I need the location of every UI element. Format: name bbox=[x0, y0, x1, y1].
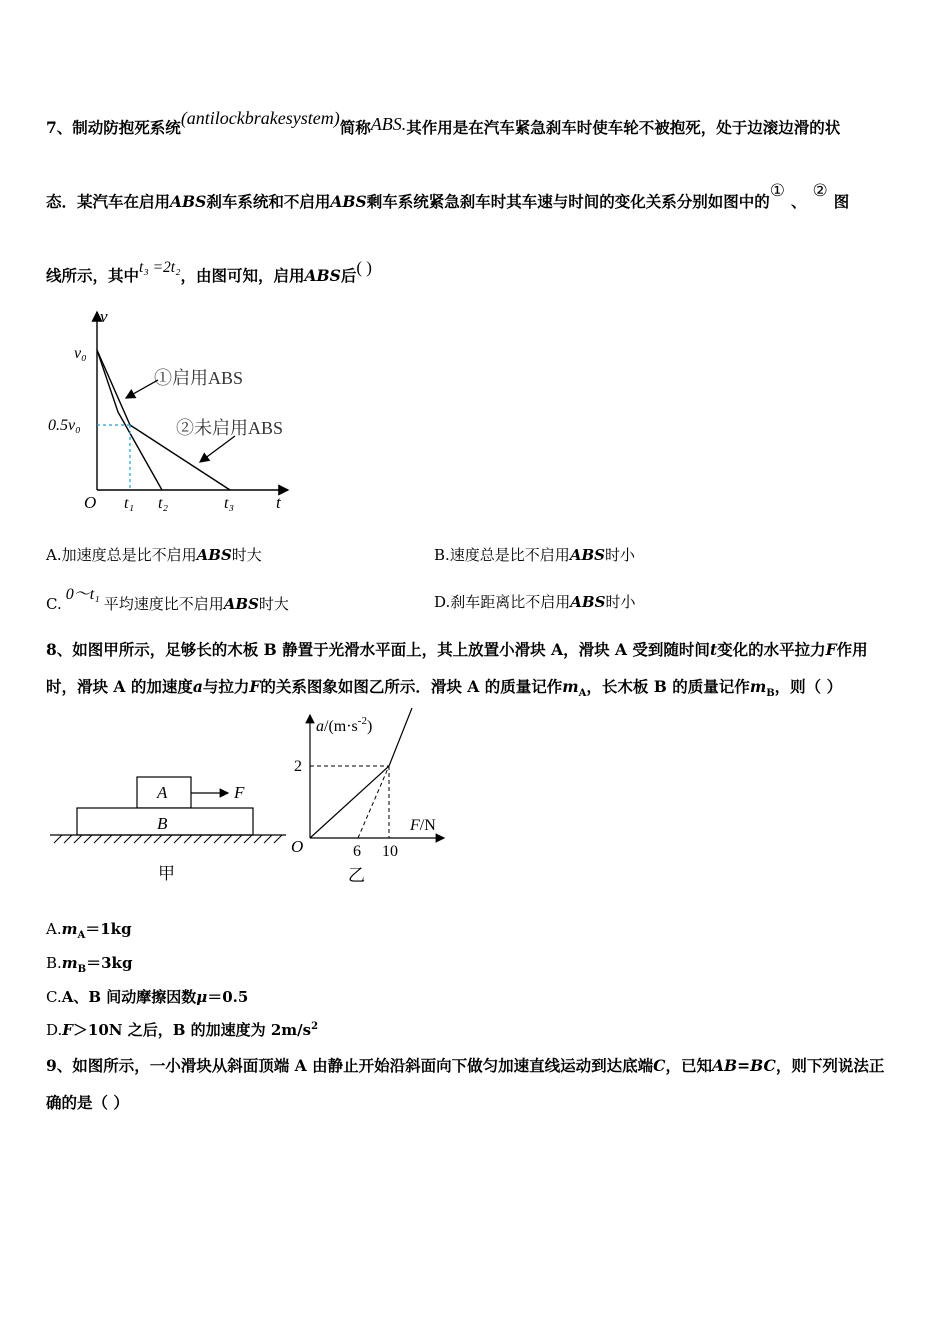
t3-label: t₃ bbox=[224, 495, 235, 512]
origin-label: O bbox=[84, 493, 97, 512]
label-a: A bbox=[157, 783, 168, 802]
q7-option-d[interactable]: D.刹车距离比不启用ABS时小 bbox=[434, 593, 636, 611]
line-dashed-6 bbox=[358, 766, 389, 838]
caption-jia: 甲 bbox=[158, 864, 175, 883]
label-no-abs: ②未启用ABS bbox=[176, 418, 284, 438]
label-b: B bbox=[157, 814, 168, 833]
label-abs: ①启用ABS bbox=[154, 368, 244, 388]
line-common bbox=[310, 766, 389, 838]
t2-label: t₂ bbox=[158, 495, 169, 512]
t1-label: t₁ bbox=[124, 495, 135, 512]
q8-line1: 8、如图甲所示，足够长的木板 B 静置于光滑水平面上，其上放置小滑块 A，滑块 A 受到随时间t变化的水平拉力F作用 bbox=[46, 640, 868, 659]
q7-line2: 态．某汽车在启用ABS刹车系统和不启用ABS剩车系统紧急刹车时其车速与时间的变化关系分别如图中的①、②图 bbox=[46, 181, 850, 211]
q7-line1: 7、制动防抱死系统(antilockbrakesystem)简称ABS.其作用是在汽车紧急刹车时使车轮不被抱死，处于边滚边滑的状 bbox=[46, 108, 841, 137]
v-label: v bbox=[100, 307, 108, 326]
q8-line2: 时，滑块 A 的加速度a与拉力F的关系图象如图乙所示．滑块 A 的质量记作$m_A$，长木板 B 的质量记作$m_B$，则（ ） bbox=[46, 677, 843, 700]
origin-o: O bbox=[291, 837, 304, 856]
q7-line3: 线所示，其中t₃ =2t₂，由图可知，启用ABS后( ) bbox=[46, 258, 372, 285]
line-a-after bbox=[389, 708, 412, 766]
fig-yi bbox=[291, 708, 444, 885]
q9-line1: 9、如图所示，一小滑块从斜面顶端 A 由静止开始沿斜面向下做匀加速直线运动到达底端C，已知AB=BC，则下列说法正 bbox=[46, 1056, 885, 1075]
q7-option-c[interactable]: C.0～t₁平均速度比不启用ABS时大 bbox=[46, 586, 289, 613]
q8-option-d[interactable]: D.F＞10N 之后，B 的加速度为 $2m/s^2$ bbox=[46, 1021, 319, 1039]
q7-option-b[interactable]: B.速度总是比不启用ABS时小 bbox=[434, 546, 635, 564]
q7-option-a[interactable]: A.加速度总是比不启用ABS时大 bbox=[46, 546, 262, 564]
q8-option-b[interactable]: $B.m_B=3kg$ bbox=[46, 954, 133, 975]
tick-6: 6 bbox=[353, 843, 361, 860]
v0-label: v₀ bbox=[74, 345, 87, 362]
fig-jia bbox=[50, 777, 286, 883]
q8-figures bbox=[40, 700, 460, 895]
q7-vt-graph bbox=[40, 300, 340, 525]
ground-hatch bbox=[54, 835, 282, 843]
label-f: F bbox=[234, 783, 245, 802]
q9-line2: 确的是（ ） bbox=[46, 1093, 129, 1112]
q8-option-c[interactable]: C.A、B 间动摩擦因数μ＝0.5 bbox=[46, 988, 249, 1006]
tick-10: 10 bbox=[382, 843, 398, 860]
pointer-2 bbox=[200, 436, 235, 462]
f-axis-label: F/N bbox=[410, 817, 436, 834]
a-axis-label: $a/(m\cdot s^{-2})$ bbox=[316, 715, 373, 735]
caption-yi: 乙 bbox=[348, 866, 365, 885]
half-v0-label: 0.5v₀ bbox=[48, 417, 81, 434]
tick-2: 2 bbox=[294, 758, 302, 775]
q8-option-a[interactable]: $A.m_A=1kg$ bbox=[46, 920, 132, 941]
t-label: t bbox=[276, 493, 281, 512]
